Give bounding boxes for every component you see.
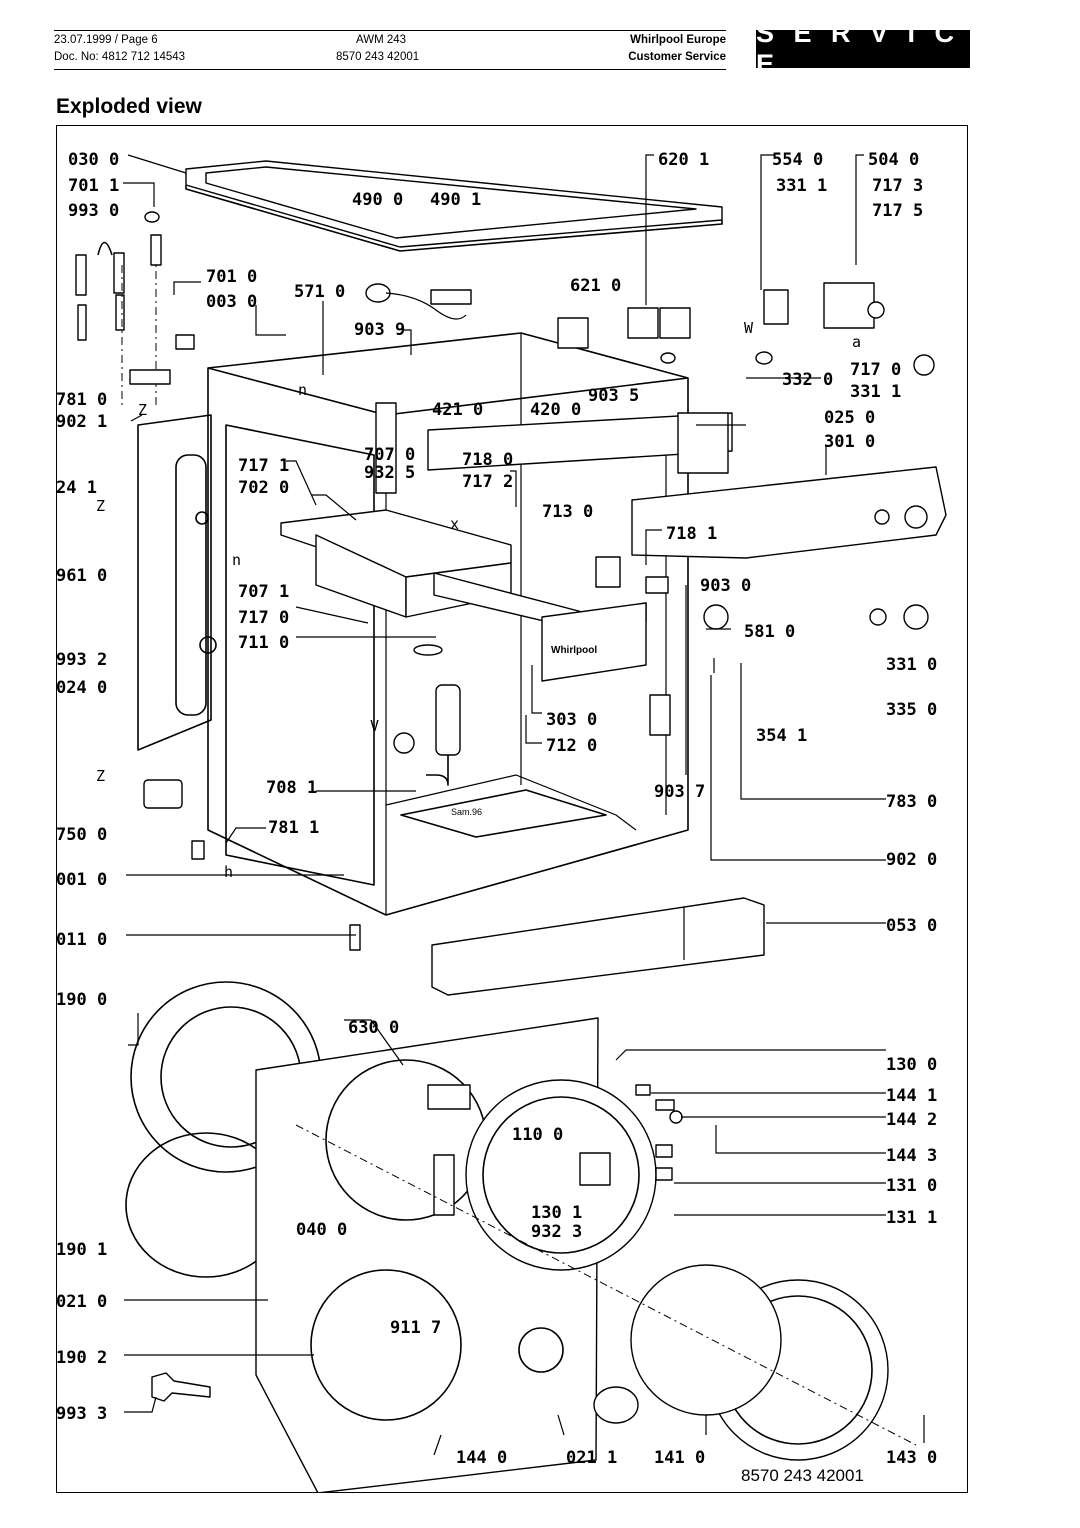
part-number-label: 144 2 bbox=[886, 1110, 938, 1130]
letter-mark: Z bbox=[138, 401, 148, 419]
part-number-label: 144 0 bbox=[456, 1448, 508, 1468]
part-number-label: 903 5 bbox=[588, 386, 640, 406]
part-number-label: 490 1 bbox=[430, 190, 482, 210]
part-number-label: 130 0 bbox=[886, 1055, 938, 1075]
part-number-label: 903 9 bbox=[354, 320, 406, 340]
part-number-label: 301 0 bbox=[824, 432, 876, 452]
part-number-label: 141 0 bbox=[654, 1448, 706, 1468]
part-number-label: 717 3 bbox=[872, 176, 924, 196]
part-number-label: 932 3 bbox=[531, 1222, 583, 1242]
part-number-label: 993 0 bbox=[68, 201, 120, 221]
part-number-label: 707 1 bbox=[238, 582, 290, 602]
part-number-label: 902 0 bbox=[886, 850, 938, 870]
part-number-label: 718 0 bbox=[462, 450, 514, 470]
part-number-label: 903 0 bbox=[700, 576, 752, 596]
part-number-label: 025 0 bbox=[824, 408, 876, 428]
part-number-label: 421 0 bbox=[432, 400, 484, 420]
exploded-view-diagram bbox=[56, 125, 968, 1493]
brand-mark: Whirlpool bbox=[551, 645, 598, 656]
part-number-label: 24 1 bbox=[56, 478, 97, 498]
part-number-label: 571 0 bbox=[294, 282, 346, 302]
part-number-label: 190 1 bbox=[56, 1240, 108, 1260]
letter-mark: n bbox=[298, 381, 308, 399]
part-number-label: 903 7 bbox=[654, 782, 706, 802]
part-number-label: 030 0 bbox=[68, 150, 120, 170]
part-number-label: 331 1 bbox=[850, 382, 902, 402]
part-number-label: 003 0 bbox=[206, 292, 258, 312]
part-number-label: 110 0 bbox=[512, 1125, 564, 1145]
part-number-label: 621 0 bbox=[570, 276, 622, 296]
part-number-label: 717 5 bbox=[872, 201, 924, 221]
doc-number: Doc. No: 4812 712 14543 bbox=[54, 51, 186, 63]
model-name: AWM 243 bbox=[356, 34, 407, 46]
part-number-label: 581 0 bbox=[744, 622, 796, 642]
part-number-label: 701 1 bbox=[68, 176, 120, 196]
part-number-label: 781 1 bbox=[268, 818, 320, 838]
part-number-label: 130 1 bbox=[531, 1203, 583, 1223]
page-title: Exploded view bbox=[56, 95, 202, 118]
part-number-label: 707 0 bbox=[364, 445, 416, 465]
part-number-label: 011 0 bbox=[56, 930, 108, 950]
part-number-label: 131 0 bbox=[886, 1176, 938, 1196]
spanner-tool bbox=[152, 1373, 210, 1401]
part-number-label: 702 0 bbox=[238, 478, 290, 498]
letter-mark: Z bbox=[96, 767, 106, 785]
part-number-label: 783 0 bbox=[886, 792, 938, 812]
part-number-label: 750 0 bbox=[56, 825, 108, 845]
department-name: Customer Service bbox=[628, 51, 726, 63]
part-number-label: 911 7 bbox=[390, 1318, 442, 1338]
part-number-label: 993 2 bbox=[56, 650, 108, 670]
part-number-label: 932 5 bbox=[364, 463, 416, 483]
part-number-label: 717 2 bbox=[462, 472, 514, 492]
part-number-label: 053 0 bbox=[886, 916, 938, 936]
shock-absorber-assembly bbox=[76, 212, 194, 405]
letter-mark: n bbox=[232, 551, 242, 569]
model-code: 8570 243 42001 bbox=[336, 51, 420, 63]
letter-mark: a bbox=[852, 333, 862, 351]
suppressor-filter bbox=[144, 780, 360, 950]
part-number-label: 490 0 bbox=[352, 190, 404, 210]
part-number-label: 001 0 bbox=[56, 870, 108, 890]
part-number-label: 961 0 bbox=[56, 566, 108, 586]
part-number-label: 712 0 bbox=[546, 736, 598, 756]
part-number-label: 144 1 bbox=[886, 1086, 938, 1106]
part-number-label: 190 2 bbox=[56, 1348, 108, 1368]
part-number-label: 021 0 bbox=[56, 1292, 108, 1312]
part-number-label: 504 0 bbox=[868, 150, 920, 170]
fill-hose bbox=[394, 645, 460, 785]
side-panel bbox=[138, 415, 216, 750]
letter-mark: W bbox=[744, 319, 754, 337]
part-number-label: 143 0 bbox=[886, 1448, 938, 1468]
part-number-label: 781 0 bbox=[56, 390, 108, 410]
company-name: Whirlpool Europe bbox=[630, 34, 726, 46]
date-page: 23.07.1999 / Page 6 bbox=[54, 34, 158, 46]
letter-mark: x bbox=[450, 515, 460, 533]
part-number-label: 024 0 bbox=[56, 678, 108, 698]
part-number-label: 620 1 bbox=[658, 150, 710, 170]
part-number-label: 354 1 bbox=[756, 726, 808, 746]
wiring-harness bbox=[366, 284, 471, 319]
pressure-switch-components bbox=[558, 308, 690, 348]
letter-mark: Z bbox=[96, 497, 106, 515]
part-number-label: 040 0 bbox=[296, 1220, 348, 1240]
letter-mark: V bbox=[370, 717, 380, 735]
part-number-label: 331 0 bbox=[886, 655, 938, 675]
part-number-label: 131 1 bbox=[886, 1208, 938, 1228]
letter-mark: h bbox=[224, 863, 234, 881]
part-number-label: 993 3 bbox=[56, 1404, 108, 1424]
document-number: 8570 243 42001 bbox=[741, 1466, 864, 1485]
part-number-label: 144 3 bbox=[886, 1146, 938, 1166]
service-badge: S E R V I C E bbox=[756, 30, 970, 68]
document-header bbox=[54, 30, 726, 70]
part-number-label: 303 0 bbox=[546, 710, 598, 730]
part-number-label: 331 1 bbox=[776, 176, 828, 196]
part-number-label: 717 1 bbox=[238, 456, 290, 476]
part-number-label: 902 1 bbox=[56, 412, 108, 432]
part-number-label: 554 0 bbox=[772, 150, 824, 170]
part-number-label: 630 0 bbox=[348, 1018, 400, 1038]
part-number-label: 190 0 bbox=[56, 990, 108, 1010]
part-number-label: 713 0 bbox=[542, 502, 594, 522]
detergent-dispenser bbox=[281, 510, 646, 681]
kick-plate bbox=[432, 898, 764, 995]
drawing-mark: Sam.96 bbox=[451, 807, 483, 817]
part-number-label: 718 1 bbox=[666, 524, 718, 544]
part-number-label: 332 0 bbox=[782, 370, 834, 390]
part-number-label: 717 0 bbox=[238, 608, 290, 628]
part-number-label: 717 0 bbox=[850, 360, 902, 380]
part-number-label: 701 0 bbox=[206, 267, 258, 287]
part-number-label: 021 1 bbox=[566, 1448, 618, 1468]
part-number-label: 711 0 bbox=[238, 633, 290, 653]
part-number-label: 420 0 bbox=[530, 400, 582, 420]
part-number-label: 708 1 bbox=[266, 778, 318, 798]
part-number-label: 335 0 bbox=[886, 700, 938, 720]
